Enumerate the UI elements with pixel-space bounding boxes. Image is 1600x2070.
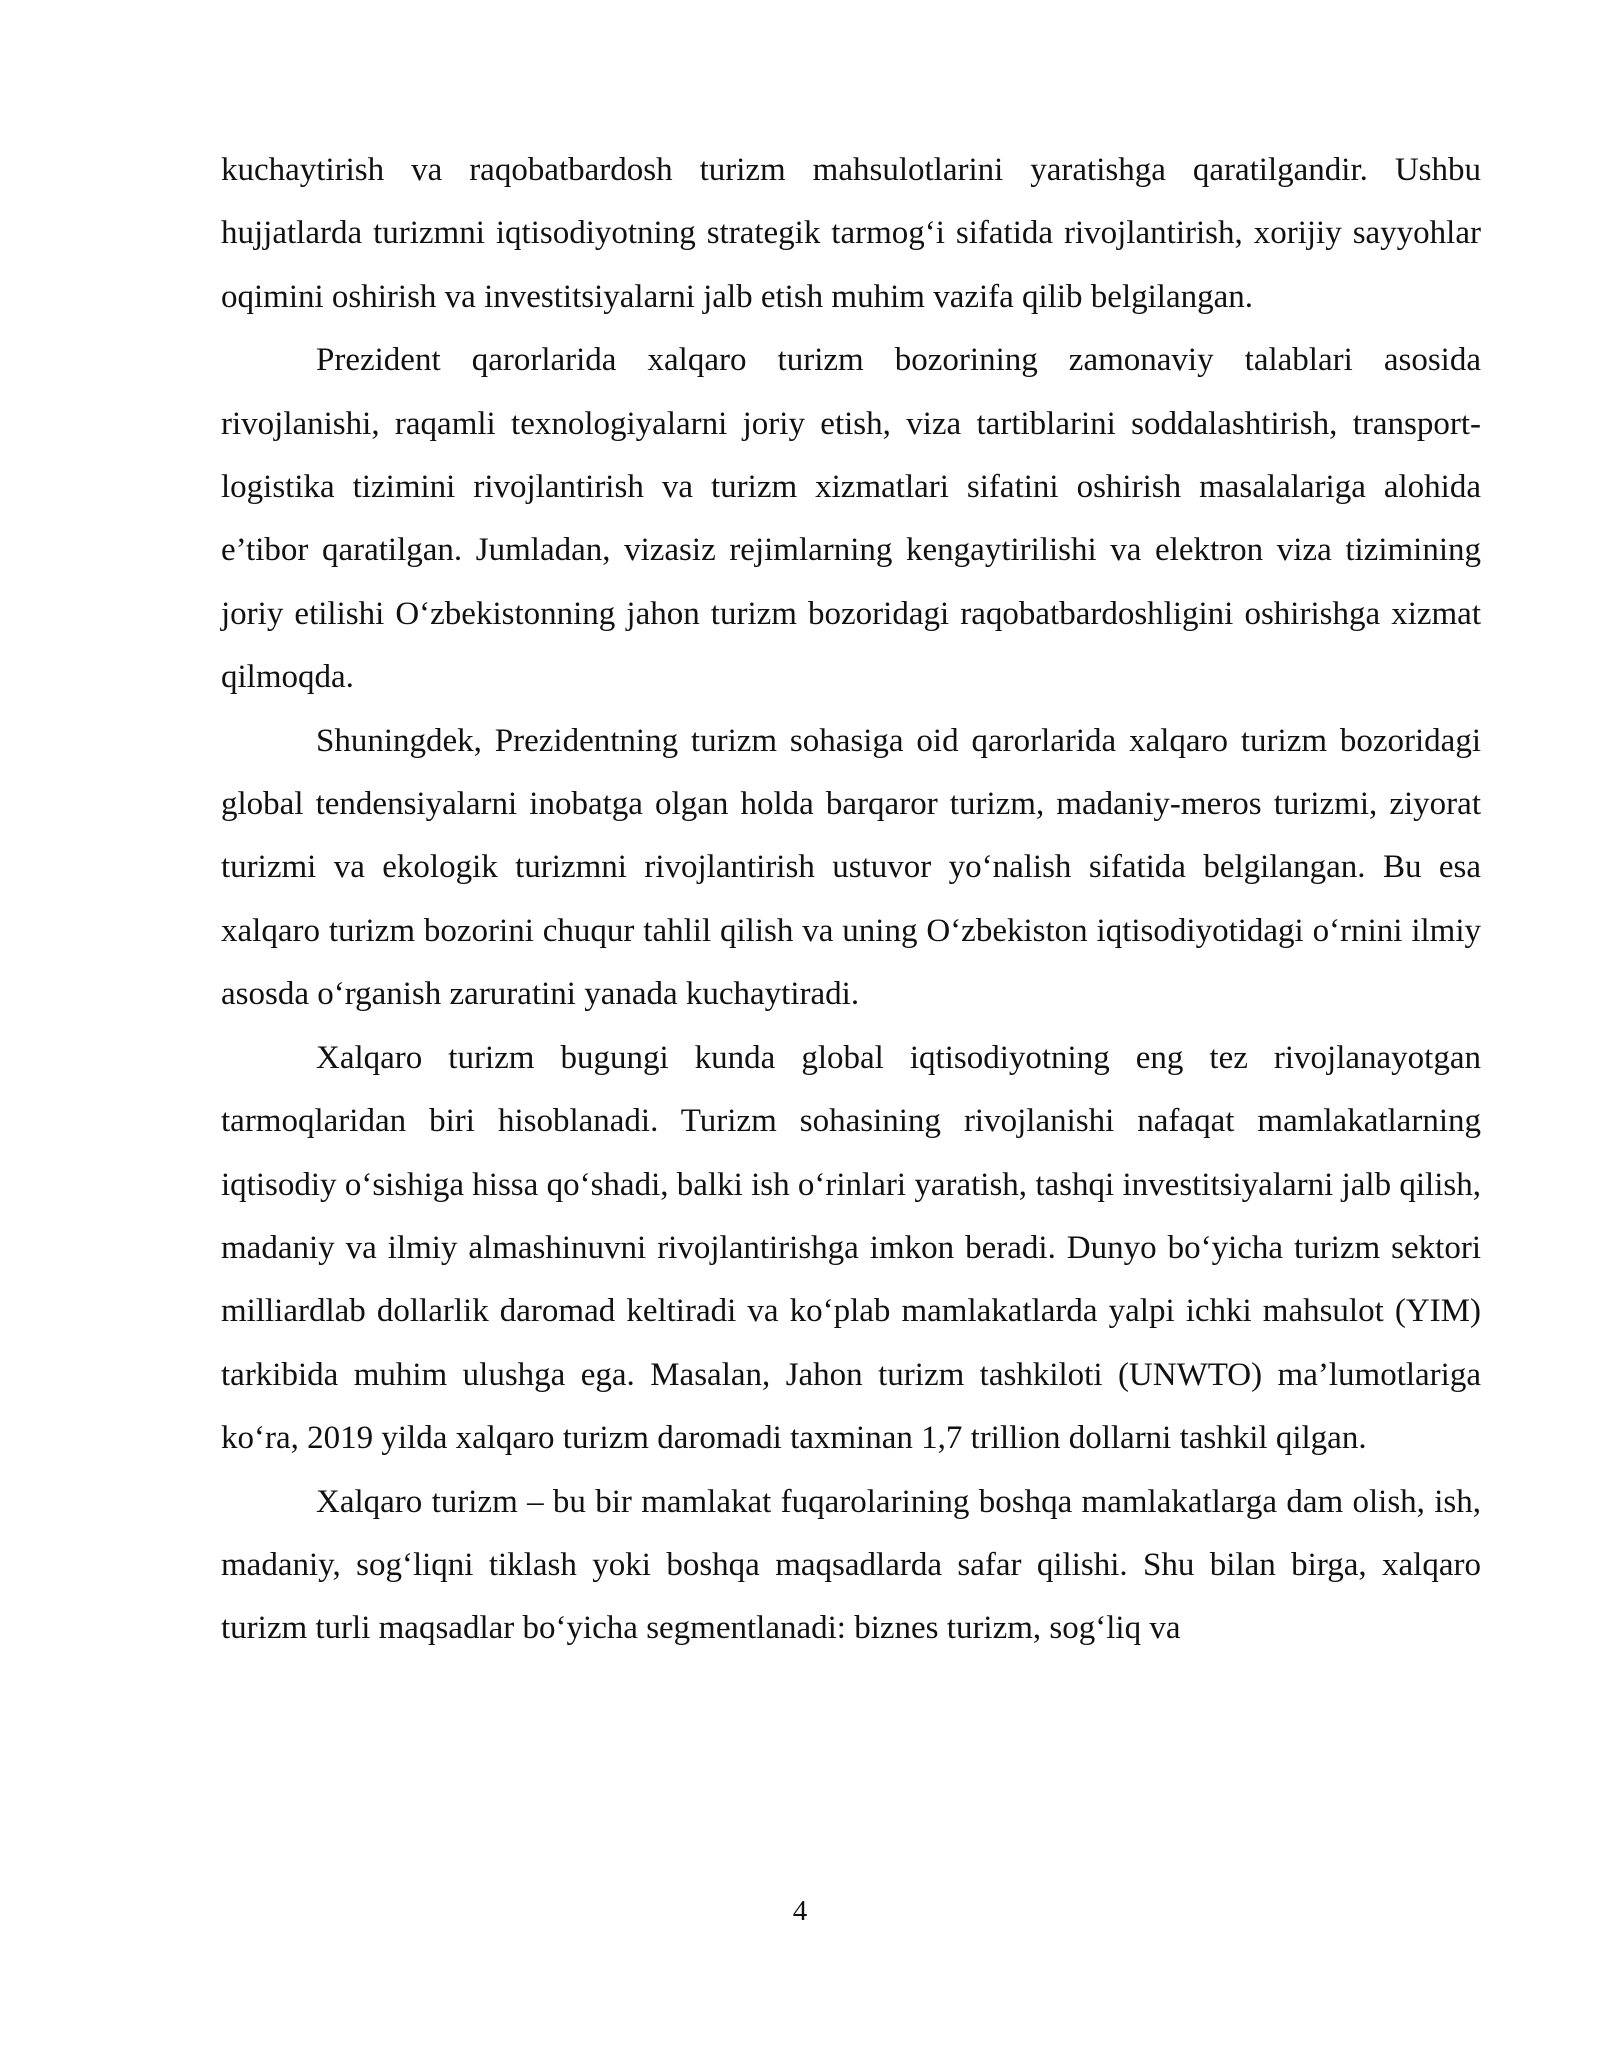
paragraph-tourism-definition: Xalqaro turizm – bu bir mamlakat fuqarolarining boshqa mamlakatlarga dam olish, ish, madaniy, sog‘liqni tiklash yoki boshqa maqsadlarda safar qilishi. Shu bilan birga, xalqaro turizm turli maqsadlar bo‘yicha segmentlanadi: biznes turizm, sog‘liq va <box>221 1483 1481 1647</box>
paragraph-global-tendencies: Shuningdek, Prezidentning turizm sohasiga oid qarorlarida xalqaro turizm bozoridagi global tendensiyalarni inobatga olgan holda barqaror turizm, madaniy-meros turizmi, ziyorat turizmi va ekologik turizmni rivojlantirish ustuvor yo‘nalish sifatida belgilangan. Bu esa xalqaro turizm bozorini chuqur tahlil qilish va uning O‘zbekiston iqtisodiyotidagi o‘rnini ilmiy asosda o‘rganish zaruratini yanada kuchaytiradi. <box>221 722 1481 1013</box>
page-number: 4 <box>792 1895 808 1927</box>
paragraph-continuation: kuchaytirish va raqobatbardosh turizm mahsulotlarini yaratishga qaratilgandir. Ushbu hujjatlarda turizmni iqtisodiyotning strategik tarmog‘i sifatida rivojlantirish, xorijiy sayyohlar oqimini oshirish va investitsiyalarni jalb etish muhim vazifa qilib belgilangan. <box>221 152 1481 315</box>
body-text <box>221 139 1481 1661</box>
paragraph-president-decisions: Prezident qarorlarida xalqaro turizm bozorining zamonaviy talablari asosida rivojlanishi, raqamli texnologiyalarni joriy etish, viza tartiblarini soddalashtirish, transport-logistika tizimini rivojlantirish va turizm xizmatlari sifatini oshirish masalalariga alohida e’tibor qaratilgan. Jumladan, vizasiz rejimlarning kengaytirilishi va elektron viza tizimining joriy etilishi O‘zbekistonning jahon turizm bozoridagi raqobatbardoshligini oshirishga xizmat qilmoqda. <box>221 342 1481 696</box>
paragraph-international-tourism: Xalqaro turizm bugungi kunda global iqtisodiyotning eng tez rivojlanayotgan tarmoqlaridan biri hisoblanadi. Turizm sohasining rivojlanishi nafaqat mamlakatlarning iqtisodiy o‘sishiga hissa qo‘shadi, balki ish o‘rinlari yaratish, tashqi investitsiyalarni jalb qilish, madaniy va ilmiy almashinuvni rivojlantirishga imkon beradi. Dunyo bo‘yicha turizm sektori milliardlab dollarlik daromad keltiradi va ko‘plab mamlakatlarda yalpi ichki mahsulot (YIM) tarkibida muhim ulushga ega. Masalan, Jahon turizm tashkiloti (UNWTO) ma’lumotlariga ko‘ra, 2019 yilda xalqaro turizm daromadi taxminan 1,7 trillion dollarni tashkil qilgan. <box>221 1039 1481 1457</box>
